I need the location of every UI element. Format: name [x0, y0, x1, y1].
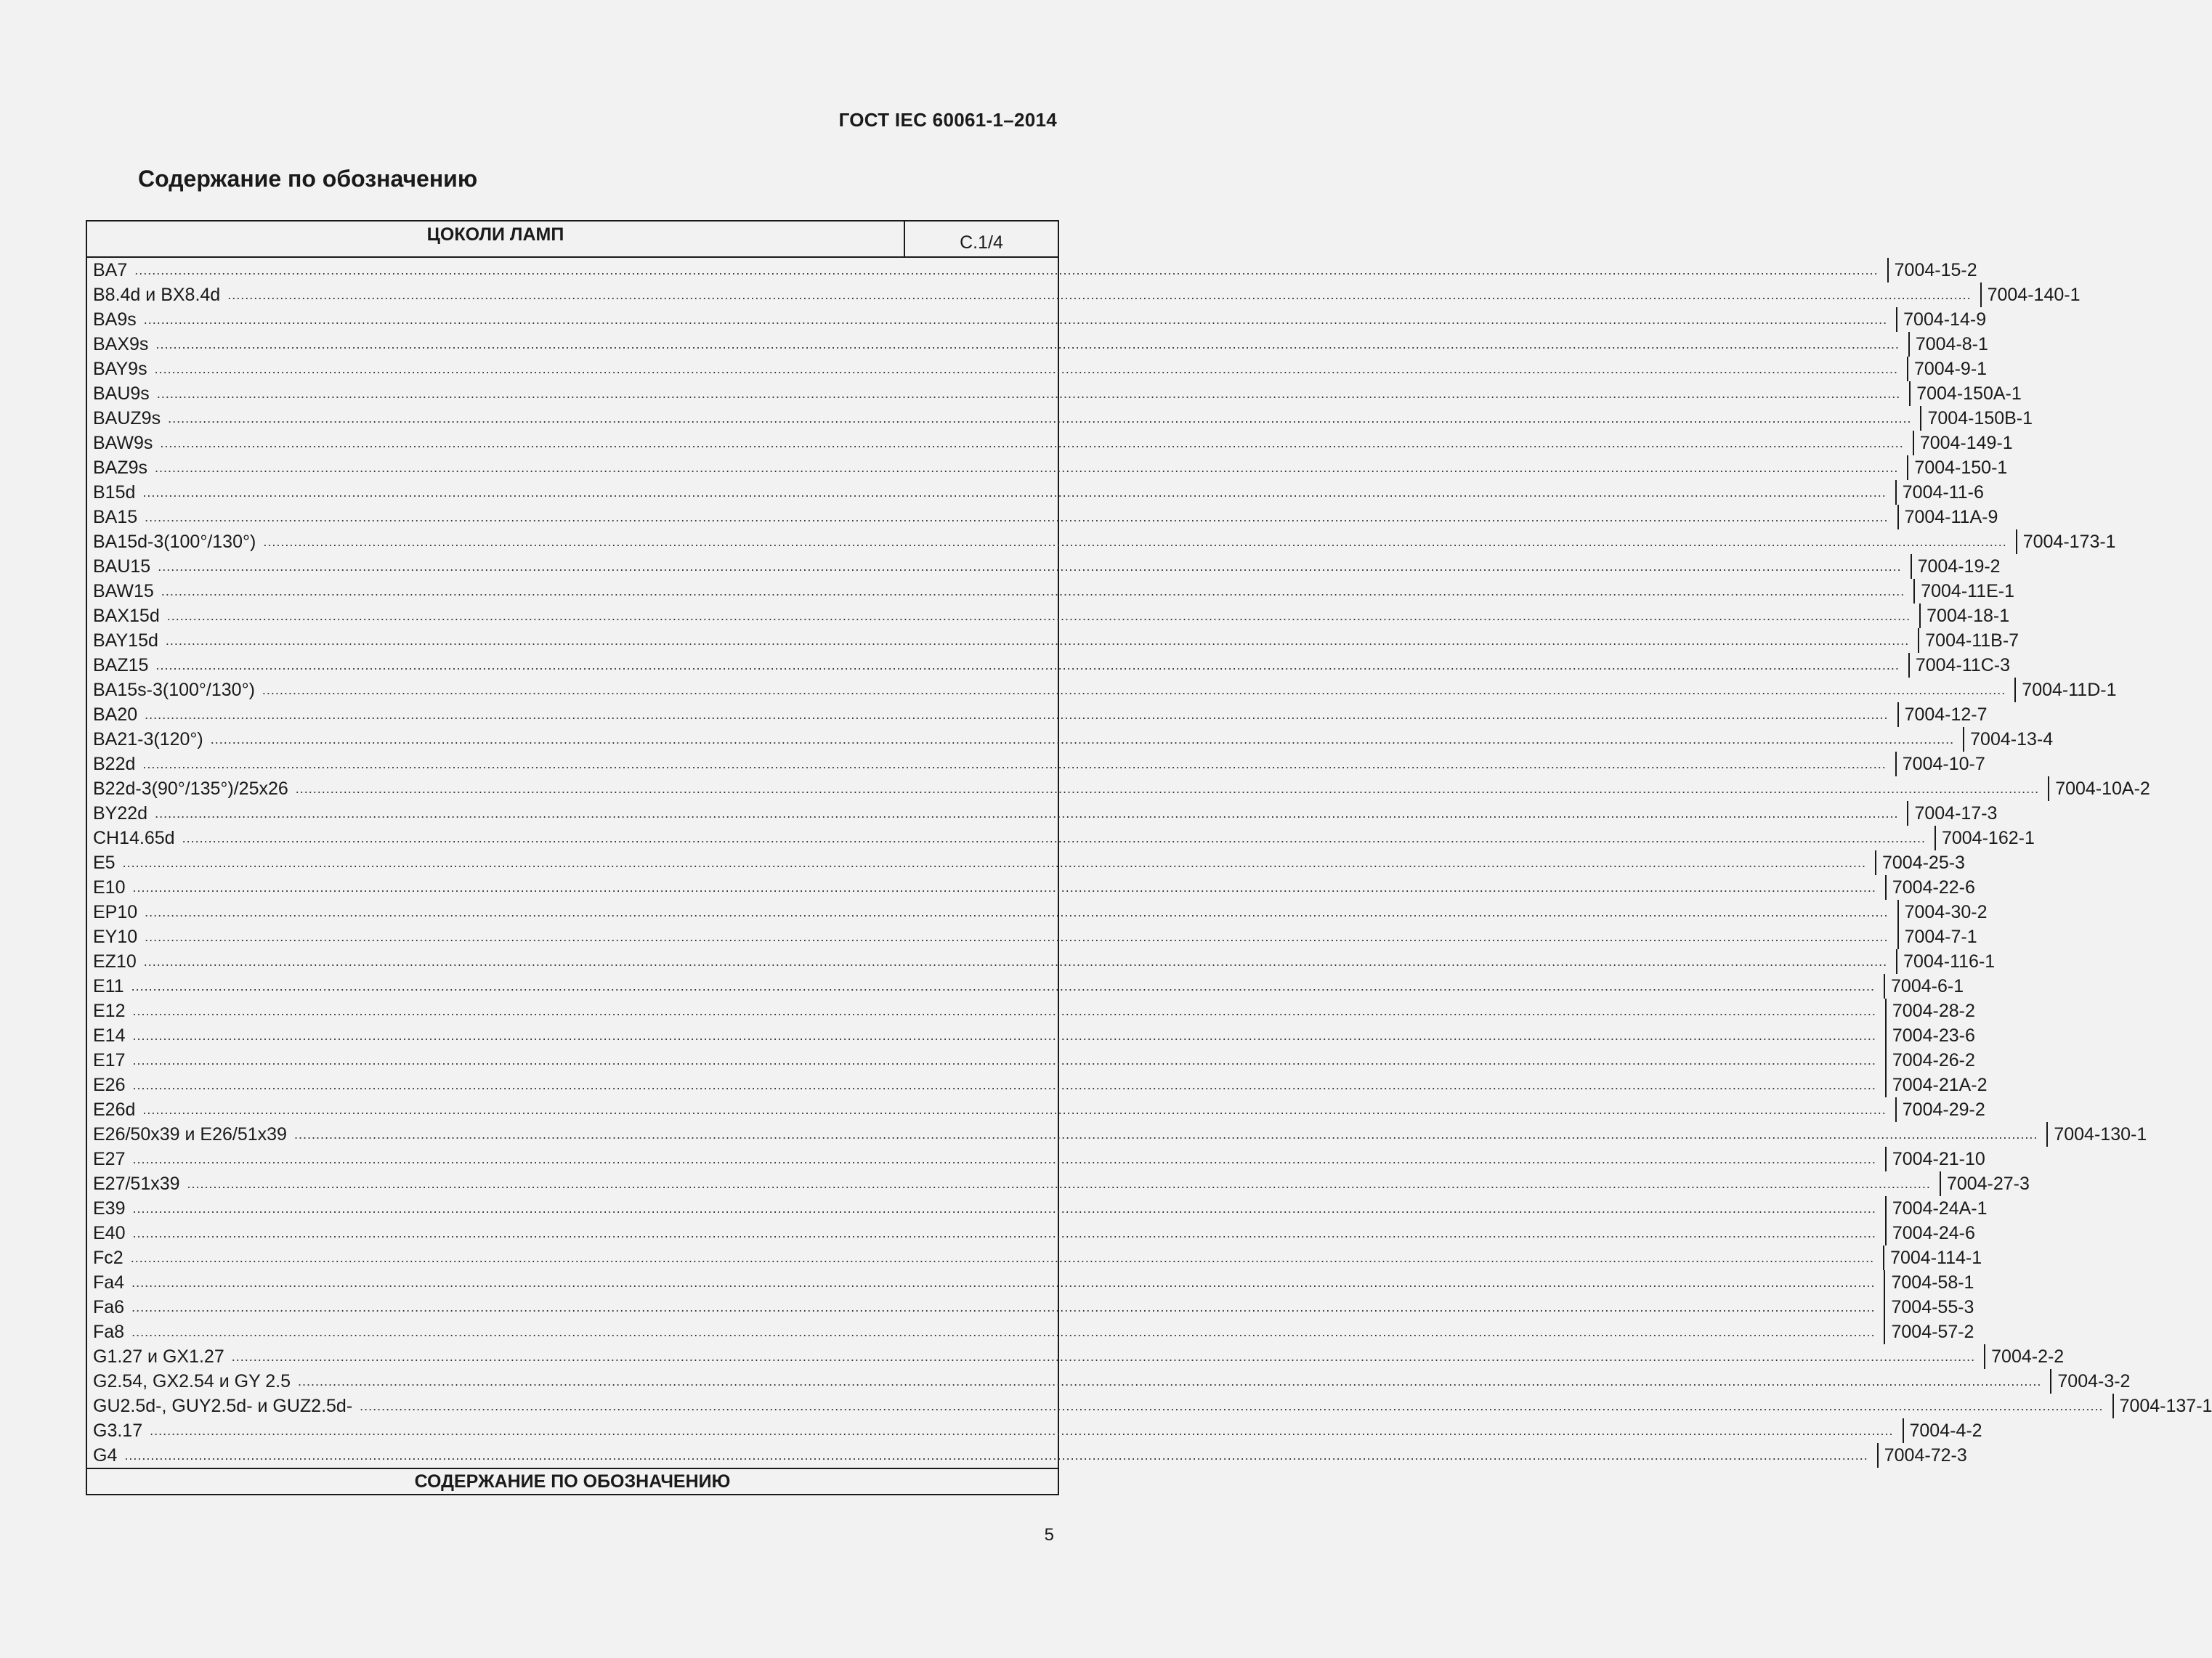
- sheet-number: 7004-137-1: [2119, 1396, 2212, 1416]
- dot-leader: ................................................................................................................................................................................................................................................................................................................................................................................................................: [145, 905, 1889, 919]
- table-row: [87, 752, 1985, 776]
- sheet-number: 7004-150-1: [1914, 458, 2008, 478]
- dot-leader: ................................................................................................................................................................................................................................................................................................................................................................................................................: [295, 781, 2040, 796]
- sheet-number: 7004-7-1: [1904, 927, 1977, 947]
- table-row: [87, 1295, 1974, 1320]
- table-row: [87, 974, 1964, 999]
- lamp-cap-cell: [87, 480, 1897, 505]
- lamp-cap-designation: Fa6: [93, 1297, 125, 1317]
- lamp-cap-cell: [87, 1196, 1887, 1221]
- lamp-cap-cell: [87, 1270, 1885, 1295]
- dot-leader: ................................................................................................................................................................................................................................................................................................................................................................................................................: [187, 1177, 1931, 1191]
- document-code: ГОСТ IEC 60061-1–2014: [838, 109, 1057, 131]
- lamp-cap-designation: Fa4: [93, 1272, 125, 1293]
- table-row: [87, 999, 1975, 1023]
- lamp-cap-cell: [87, 554, 1912, 579]
- table-row: [87, 1147, 1985, 1171]
- lamp-cap-designation: G1.27 и GX1.27: [93, 1346, 224, 1367]
- dot-leader: ................................................................................................................................................................................................................................................................................................................................................................................................................: [298, 1374, 2042, 1389]
- table-row: [87, 455, 2008, 480]
- dot-leader: ................................................................................................................................................................................................................................................................................................................................................................................................................: [132, 1226, 1876, 1240]
- column-title: ЦОКОЛИ ЛАМП: [87, 222, 905, 256]
- table-row: [87, 529, 2116, 554]
- dot-leader: ................................................................................................................................................................................................................................................................................................................................................................................................................: [155, 658, 1900, 672]
- lamp-cap-designation: CH14.65d: [93, 828, 175, 848]
- table-row: [87, 579, 2015, 604]
- sheet-number: 7004-140-1: [1987, 285, 2081, 305]
- lamp-cap-designation: B8.4d и BX8.4d: [93, 285, 221, 305]
- lamp-cap-designation: BAW15: [93, 581, 154, 601]
- table-row: [87, 949, 1996, 974]
- lamp-cap-cell: [87, 579, 1915, 604]
- sheet-number: 7004-15-2: [1894, 260, 1977, 280]
- lamp-cap-designation: B15d: [93, 482, 136, 503]
- lamp-cap-designation: B22d: [93, 754, 136, 774]
- dot-leader: ................................................................................................................................................................................................................................................................................................................................................................................................................: [145, 510, 1889, 524]
- lamp-cap-designation: E40: [93, 1223, 126, 1243]
- lamp-cap-cell: [87, 455, 1908, 480]
- dot-leader: ................................................................................................................................................................................................................................................................................................................................................................................................................: [293, 1127, 2038, 1142]
- dot-leader: ................................................................................................................................................................................................................................................................................................................................................................................................................: [145, 707, 1889, 722]
- table-row: [87, 357, 1988, 381]
- table-row: [87, 702, 1988, 727]
- table-row: [87, 1023, 1975, 1048]
- lamp-cap-cell: [87, 1443, 1879, 1468]
- sheet-number: 7004-17-3: [1914, 803, 1998, 824]
- dot-leader: ................................................................................................................................................................................................................................................................................................................................................................................................................: [132, 1201, 1876, 1216]
- dot-leader: ................................................................................................................................................................................................................................................................................................................................................................................................................: [166, 609, 1911, 623]
- lamp-cap-designation: G3.17: [93, 1421, 143, 1441]
- lamp-cap-designation: BA15s-3(100°/130°): [93, 680, 255, 700]
- dot-leader: ................................................................................................................................................................................................................................................................................................................................................................................................................: [132, 1078, 1876, 1092]
- sheet-number: 7004-57-2: [1891, 1322, 1974, 1342]
- table-row: [87, 875, 1975, 900]
- dot-leader: ................................................................................................................................................................................................................................................................................................................................................................................................................: [132, 880, 1876, 895]
- dot-leader: ................................................................................................................................................................................................................................................................................................................................................................................................................: [154, 362, 1898, 376]
- dot-leader: ................................................................................................................................................................................................................................................................................................................................................................................................................: [182, 831, 1926, 845]
- dot-leader: ................................................................................................................................................................................................................................................................................................................................................................................................................: [132, 1004, 1876, 1018]
- table-row: [87, 1369, 2131, 1394]
- dot-leader: ................................................................................................................................................................................................................................................................................................................................................................................................................: [263, 535, 2007, 549]
- sheet-number: 7004-6-1: [1891, 976, 1964, 996]
- sheet-number: 7004-11B-7: [1925, 630, 2019, 651]
- table-row: [87, 1270, 1974, 1295]
- sheet-number: 7004-173-1: [2022, 532, 2116, 552]
- lamp-cap-designation: BA20: [93, 704, 138, 725]
- lamp-cap-cell: [87, 357, 1908, 381]
- dot-leader: ................................................................................................................................................................................................................................................................................................................................................................................................................: [155, 337, 1900, 351]
- table-row: [87, 554, 2001, 579]
- dot-leader: ................................................................................................................................................................................................................................................................................................................................................................................................................: [143, 312, 1888, 327]
- sheet-number: 7004-3-2: [2057, 1371, 2131, 1391]
- lamp-cap-cell: [87, 1221, 1887, 1245]
- table-row: [87, 678, 2117, 702]
- lamp-cap-cell: [87, 307, 1897, 332]
- table-header: [87, 222, 1058, 258]
- dot-leader: ................................................................................................................................................................................................................................................................................................................................................................................................................: [145, 930, 1889, 944]
- sheet-number: 7004-55-3: [1891, 1297, 1974, 1317]
- sheet-number: 7004-162-1: [1941, 828, 2035, 848]
- lamp-cap-cell: [87, 752, 1897, 776]
- lamp-cap-cell: [87, 1320, 1885, 1344]
- sheet-number: 7004-149-1: [1919, 433, 2013, 453]
- sheet-number: 7004-11C-3: [1915, 655, 2011, 675]
- lamp-cap-cell: [87, 1073, 1887, 1097]
- table-row: [87, 258, 1977, 283]
- table-row: [87, 1418, 1982, 1443]
- lamp-cap-cell: [87, 332, 1910, 357]
- lamp-cap-designation: B22d-3(90°/135°)/25x26: [93, 779, 288, 799]
- dot-leader: ................................................................................................................................................................................................................................................................................................................................................................................................................: [227, 288, 1972, 302]
- lamp-cap-cell: [87, 1171, 1941, 1196]
- sheet-number: 7004-10-7: [1902, 754, 1985, 774]
- table-row: [87, 480, 1984, 505]
- table-row: [87, 900, 1988, 925]
- page-reference: С.1/4: [960, 232, 1003, 253]
- table-row: [87, 1122, 2147, 1147]
- lamp-cap-designation: BA9s: [93, 309, 137, 330]
- page-number: 5: [1044, 1525, 1054, 1545]
- table-row: [87, 653, 2011, 678]
- lamp-cap-cell: [87, 1394, 2114, 1418]
- lamp-cap-cell: [87, 974, 1885, 999]
- dot-leader: ................................................................................................................................................................................................................................................................................................................................................................................................................: [142, 485, 1887, 500]
- lamp-cap-cell: [87, 1122, 2048, 1147]
- sheet-number: 7004-2-2: [1991, 1346, 2065, 1367]
- lamp-cap-cell: [87, 900, 1899, 925]
- table-row: [87, 1394, 2212, 1418]
- lamp-cap-designation: EP10: [93, 902, 138, 922]
- lamp-cap-designation: BAU15: [93, 556, 151, 577]
- sheet-number: 7004-12-7: [1904, 704, 1988, 725]
- sheet-number: 7004-25-3: [1881, 853, 1965, 873]
- lamp-cap-designation: BAUZ9s: [93, 408, 161, 428]
- table-row: [87, 925, 1977, 949]
- lamp-cap-designation: BAZ15: [93, 655, 149, 675]
- dot-leader: ................................................................................................................................................................................................................................................................................................................................................................................................................: [160, 436, 1904, 450]
- lamp-cap-cell: [87, 406, 1921, 431]
- sheet-number: 7004-22-6: [1892, 877, 1975, 898]
- table-row: [87, 1245, 1982, 1270]
- table-row: [87, 1048, 1975, 1073]
- lamp-cap-cell: [87, 949, 1897, 974]
- table-row: [87, 1320, 1974, 1344]
- page-heading: Содержание по обозначению: [138, 166, 478, 192]
- lamp-cap-cell: [87, 653, 1910, 678]
- lamp-cap-designation: Fa8: [93, 1322, 125, 1342]
- lamp-cap-designation: BAU9s: [93, 383, 150, 404]
- sheet-number: 7004-130-1: [2054, 1124, 2147, 1145]
- sheet-number: 7004-11-6: [1902, 482, 1984, 503]
- sheet-number: 7004-150A-1: [1916, 383, 2022, 404]
- dot-leader: ................................................................................................................................................................................................................................................................................................................................................................................................................: [360, 1399, 2104, 1413]
- lamp-cap-cell: [87, 801, 1908, 826]
- dot-leader: ................................................................................................................................................................................................................................................................................................................................................................................................................: [161, 584, 1905, 598]
- lamp-cap-cell: [87, 628, 1919, 653]
- table-row: [87, 604, 2010, 628]
- dot-leader: ................................................................................................................................................................................................................................................................................................................................................................................................................: [132, 1053, 1876, 1068]
- lamp-cap-designation: E12: [93, 1001, 126, 1021]
- table-row: [87, 826, 2035, 850]
- lamp-cap-designation: E5: [93, 853, 116, 873]
- sheet-number: 7004-18-1: [1927, 606, 2010, 626]
- dot-leader: ................................................................................................................................................................................................................................................................................................................................................................................................................: [155, 460, 1899, 475]
- table-row: [87, 801, 1998, 826]
- sheet-number: 7004-11E-1: [1921, 581, 2015, 601]
- lamp-cap-designation: BA15d-3(100°/130°): [93, 532, 256, 552]
- sheet-number: 7004-28-2: [1892, 1001, 1975, 1021]
- lamp-cap-cell: [87, 1344, 1985, 1369]
- dot-leader: ................................................................................................................................................................................................................................................................................................................................................................................................................: [143, 954, 1888, 969]
- sheet-number: 7004-8-1: [1915, 334, 1988, 354]
- lamp-cap-cell: [87, 1048, 1887, 1073]
- lamp-cap-designation: EZ10: [93, 951, 137, 972]
- lamp-cap-designation: BY22d: [93, 803, 148, 824]
- lamp-cap-designation: E26d: [93, 1100, 136, 1120]
- sheet-number: 7004-21-10: [1892, 1149, 1985, 1169]
- designation-index-table: [86, 220, 2212, 1495]
- lamp-cap-designation: BAW9s: [93, 433, 153, 453]
- dot-leader: ................................................................................................................................................................................................................................................................................................................................................................................................................: [124, 1448, 1868, 1463]
- table-row: [87, 776, 2150, 801]
- sheet-number: 7004-114-1: [1890, 1248, 1982, 1268]
- sheet-number: 7004-24A-1: [1892, 1198, 1988, 1219]
- lamp-cap-cell: [87, 727, 1964, 752]
- lamp-cap-cell: [87, 1418, 1904, 1443]
- lamp-cap-cell: [87, 1245, 1884, 1270]
- lamp-cap-cell: [87, 258, 1889, 283]
- lamp-cap-designation: EY10: [93, 927, 138, 947]
- dot-leader: ................................................................................................................................................................................................................................................................................................................................................................................................................: [156, 386, 1901, 401]
- lamp-cap-designation: BAY9s: [93, 359, 147, 379]
- lamp-cap-designation: GU2.5d-, GUY2.5d- и GUZ2.5d-: [93, 1396, 353, 1416]
- table-row: [87, 381, 2022, 406]
- lamp-cap-designation: E39: [93, 1198, 126, 1219]
- sheet-number: 7004-19-2: [1917, 556, 2001, 577]
- sheet-number: 7004-24-6: [1892, 1223, 1975, 1243]
- lamp-cap-cell: [87, 1295, 1885, 1320]
- lamp-cap-designation: BA21-3(120°): [93, 729, 203, 749]
- sheet-number: 7004-21A-2: [1892, 1075, 1988, 1095]
- dot-leader: ................................................................................................................................................................................................................................................................................................................................................................................................................: [168, 411, 1912, 426]
- lamp-cap-designation: BAX9s: [93, 334, 149, 354]
- table-row: [87, 406, 2033, 431]
- sheet-number: 7004-11A-9: [1904, 507, 1998, 527]
- lamp-cap-cell: [87, 1023, 1887, 1048]
- lamp-cap-designation: E26: [93, 1075, 126, 1095]
- dot-leader: ................................................................................................................................................................................................................................................................................................................................................................................................................: [158, 559, 1902, 574]
- dot-leader: ................................................................................................................................................................................................................................................................................................................................................................................................................: [150, 1423, 1894, 1438]
- lamp-cap-designation: E26/50x39 и E26/51x39: [93, 1124, 287, 1145]
- table-row: [87, 505, 1998, 529]
- dot-leader: ................................................................................................................................................................................................................................................................................................................................................................................................................: [131, 979, 1876, 993]
- lamp-cap-cell: [87, 999, 1887, 1023]
- lamp-cap-designation: E27: [93, 1149, 126, 1169]
- table-row: [87, 332, 1988, 357]
- lamp-cap-cell: [87, 1369, 2051, 1394]
- dot-leader: ................................................................................................................................................................................................................................................................................................................................................................................................................: [210, 732, 1955, 747]
- table-row: [87, 1221, 1975, 1245]
- table-row: [87, 283, 2081, 307]
- lamp-cap-cell: [87, 604, 1921, 628]
- sheet-number: 7004-29-2: [1902, 1100, 1985, 1120]
- lamp-cap-cell: [87, 875, 1887, 900]
- table-row: [87, 1097, 1985, 1122]
- sheet-number: 7004-10A-2: [2055, 779, 2150, 799]
- table-row: [87, 1344, 2065, 1369]
- table-row: [87, 628, 2019, 653]
- sheet-number: 7004-27-3: [1946, 1174, 2030, 1194]
- sheet-number: 7004-23-6: [1892, 1025, 1975, 1046]
- sheet-number: 7004-14-9: [1903, 309, 1987, 330]
- lamp-cap-cell: [87, 529, 2017, 554]
- dot-leader: ................................................................................................................................................................................................................................................................................................................................................................................................................: [131, 1300, 1876, 1314]
- dot-leader: ................................................................................................................................................................................................................................................................................................................................................................................................................: [155, 806, 1899, 821]
- lamp-cap-designation: E10: [93, 877, 126, 898]
- table-footer: СОДЕРЖАНИЕ ПО ОБОЗНАЧЕНИЮ: [87, 1468, 1058, 1494]
- sheet-number: 7004-11D-1: [2022, 680, 2117, 700]
- table-row: [87, 1443, 1967, 1468]
- table-row: [87, 307, 1987, 332]
- lamp-cap-designation: BA7: [93, 260, 128, 280]
- lamp-cap-cell: [87, 283, 1982, 307]
- dot-leader: ................................................................................................................................................................................................................................................................................................................................................................................................................: [131, 1325, 1876, 1339]
- table-row: [87, 850, 1965, 875]
- lamp-cap-designation: BAZ9s: [93, 458, 148, 478]
- lamp-cap-cell: [87, 431, 1914, 455]
- sheet-number: 7004-9-1: [1913, 359, 1988, 379]
- table-row: [87, 727, 2054, 752]
- table-row: [87, 1171, 2030, 1196]
- dot-leader: ................................................................................................................................................................................................................................................................................................................................................................................................................: [165, 633, 1910, 648]
- lamp-cap-designation: BA15: [93, 507, 138, 527]
- table-row: [87, 1196, 1988, 1221]
- lamp-cap-cell: [87, 1097, 1897, 1122]
- table-row: [87, 1073, 1988, 1097]
- lamp-cap-cell: [87, 381, 1911, 406]
- lamp-cap-cell: [87, 678, 2016, 702]
- table-body: [87, 258, 2212, 1468]
- sheet-number: 7004-26-2: [1892, 1050, 1975, 1070]
- lamp-cap-cell: [87, 702, 1899, 727]
- dot-leader: ................................................................................................................................................................................................................................................................................................................................................................................................................: [132, 1152, 1876, 1166]
- lamp-cap-cell: [87, 1147, 1887, 1171]
- table-row: [87, 431, 2013, 455]
- lamp-cap-designation: E27/51x39: [93, 1174, 180, 1194]
- sheet-number: 7004-150B-1: [1927, 408, 2033, 428]
- lamp-cap-cell: [87, 505, 1899, 529]
- sheet-number: 7004-13-4: [1970, 729, 2054, 749]
- lamp-cap-cell: [87, 850, 1876, 875]
- lamp-cap-designation: G4: [93, 1445, 118, 1466]
- lamp-cap-designation: E14: [93, 1025, 126, 1046]
- sheet-number: 7004-30-2: [1904, 902, 1988, 922]
- dot-leader: ................................................................................................................................................................................................................................................................................................................................................................................................................: [122, 856, 1866, 870]
- dot-leader: ................................................................................................................................................................................................................................................................................................................................................................................................................: [134, 263, 1879, 277]
- dot-leader: ................................................................................................................................................................................................................................................................................................................................................................................................................: [142, 757, 1887, 771]
- sheet-number: 7004-4-2: [1909, 1421, 1982, 1441]
- dot-leader: ................................................................................................................................................................................................................................................................................................................................................................................................................: [231, 1349, 1976, 1364]
- lamp-cap-designation: E11: [93, 976, 124, 996]
- lamp-cap-designation: BAY15d: [93, 630, 158, 651]
- lamp-cap-designation: BAX15d: [93, 606, 160, 626]
- lamp-cap-cell: [87, 925, 1899, 949]
- sheet-number: 7004-58-1: [1891, 1272, 1974, 1293]
- dot-leader: ................................................................................................................................................................................................................................................................................................................................................................................................................: [131, 1275, 1876, 1290]
- dot-leader: ................................................................................................................................................................................................................................................................................................................................................................................................................: [130, 1251, 1875, 1265]
- sheet-number: 7004-72-3: [1884, 1445, 1967, 1466]
- lamp-cap-designation: E17: [93, 1050, 126, 1070]
- lamp-cap-designation: G2.54, GX2.54 и GY 2.5: [93, 1371, 291, 1391]
- lamp-cap-designation: Fc2: [93, 1248, 123, 1268]
- lamp-cap-cell: [87, 826, 1936, 850]
- sheet-number: 7004-116-1: [1903, 951, 1996, 972]
- dot-leader: ................................................................................................................................................................................................................................................................................................................................................................................................................: [132, 1028, 1876, 1043]
- lamp-cap-cell: [87, 776, 2049, 801]
- dot-leader: ................................................................................................................................................................................................................................................................................................................................................................................................................: [142, 1102, 1887, 1117]
- dot-leader: ................................................................................................................................................................................................................................................................................................................................................................................................................: [262, 683, 2006, 697]
